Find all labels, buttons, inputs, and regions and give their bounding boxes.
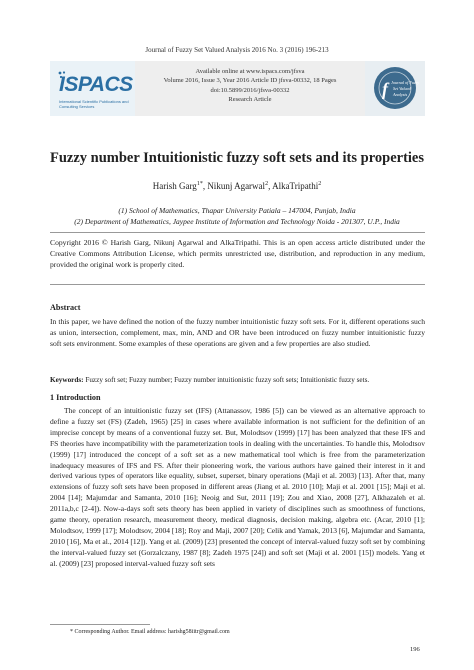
introduction-body: The concept of an intuitionistic fuzzy set (IFS) (Attanassov, 1986 [5]) can be viewed as an alternative approach to define a fuzzy set (FS) (Zadeh, 1965) [25] in cases where available information is not sufficient for the definition of an imprecise concept by means of a conventional fuzzy set. But, Molodtsov (1999) [17] has been analyzed that these IFS and FS theories have incompatibility with the parameterization tools in dealing with the uncertainties. To handle this, Molodtsov (1999) [17] introduced the concept of a soft set as a new mathematical tool which is free from the parameterization inadequacy measures of IFS and FS. After their pioneering work, the various authors have gained their interest in it and derived various types of operators like equality, subset, superset, binary operations (Maji et al. 2003) [13]. After that, many extensions of fuzzy soft sets have been proposed in different areas (Jiang et al. 2010 [10]; Maji et al. 2001 [15]; Maji et al. 2004 [14]; Majumdar and Samanta, 2010 [16]; Neoig and Sut, 2011 [19]; Zou and Xiao, 2008 [27], Alkhazaleh et al. 2011a,b,c [2-4]). Now-a-days soft sets theory has been applied in variety of disciplines such as smoothness of functions, game theory, operation research, measurement theory, medical diagnosis, decision making, algebra etc. (Acar, 2010 [1]; Molodtsov, 1999 [17]; Molodtsov, 2004 [18]; Roy and Maji, 2007 [20]; Celik and Yamak, 2013 [6], Majumdar and Samanta, 2010 [16], Ma et al., 2014 [12]). Yang et al. (2009) [23] presented the concept of interval-valued fuzzy soft set by combining the interval-valued fuzzy set (Gorzalczany, 1987 [8]; Zadeh 1975 [24]) and soft set (Maji et al. 2001 [15]) models. Yang et al. (2009) [23] proposed interval-valued fuzzy soft sets [50, 406, 425, 568]
article-info-box [135, 61, 365, 116]
journal-logo-emblem-icon [365, 61, 425, 116]
divider-bottom [50, 284, 425, 285]
publisher-logo-subtitle: International Scientific Publications and Consulting Services [59, 99, 129, 109]
abstract-heading: Abstract [50, 303, 81, 312]
journal-logo [365, 61, 425, 116]
svg-text:Journal of Fuzzy: Journal of Fuzzy [391, 80, 420, 85]
affiliation-2: (2) Department of Mathematics, Jaypee Institute of Information and Technology Noida - 201307, U.P., India [74, 217, 400, 226]
header-band [50, 61, 425, 116]
abstract-body: In this paper, we have defined the notion of the fuzzy number intuitionistic fuzzy soft sets. For it, different operations such as union, intersection, complement, max, min, AND and OR have been introduced on fuzzy number intuitionistic fuzzy soft sets environment. Some examples of these operations are given and a few properties are also studied. [50, 317, 425, 348]
copyright-notice: Copyright 2016 © Harish Garg, Nikunj Agarwal and AlkaTripathi. This is an open access article distributed under the Creative Commons Attribution License, which permits unrestricted use, distribution, and reproduction in any medium, provided the original work is properly cited. [50, 238, 425, 269]
svg-text:Set Valued: Set Valued [393, 86, 411, 91]
page-number: 196 [410, 646, 420, 653]
volume-line: Volume 2016, Issue 3, Year 2016 Article ID jfsva-00332, 18 Pages [163, 77, 337, 85]
svg-text:Analysis: Analysis [393, 92, 408, 97]
publisher-logo-name: ISPACS [59, 73, 133, 96]
author-list: Harish Garg$^{1*}$, Nikunj Agarwal$^2$, AlkaTripathi$^2$ [152, 181, 322, 191]
corresponding-author-footnote: * Corresponding Author. Email address: harishg58iitr@gmail.com [70, 629, 230, 635]
divider-top [50, 232, 425, 233]
availability-line: Available online at www.ispacs.com/jfsva [195, 68, 305, 75]
keywords-list: Fuzzy soft set; Fuzzy number; Fuzzy number intuitionistic fuzzy soft sets; Intuitionistic fuzzy sets. [85, 376, 370, 384]
article-type: Research Article [228, 95, 272, 103]
publisher-logo [50, 61, 135, 116]
paper-title: Fuzzy number Intuitionistic fuzzy soft sets and its properties [49, 150, 425, 166]
keywords-line [50, 375, 425, 385]
affiliation-1: (1) School of Mathematics, Thapar University Patiala – 147004, Punjab, India [118, 206, 356, 215]
footnote-divider [50, 624, 150, 625]
doi-line: doi:10.5899/2016/jfsva-00332 [210, 86, 290, 94]
journal-citation-line: Journal of Fuzzy Set Valued Analysis 2016 No. 3 (2016) 196-213 [145, 46, 329, 54]
svg-text:f: f [382, 79, 388, 99]
introduction-heading: 1 Introduction [50, 393, 101, 402]
keywords-label: Keywords: [50, 376, 84, 384]
